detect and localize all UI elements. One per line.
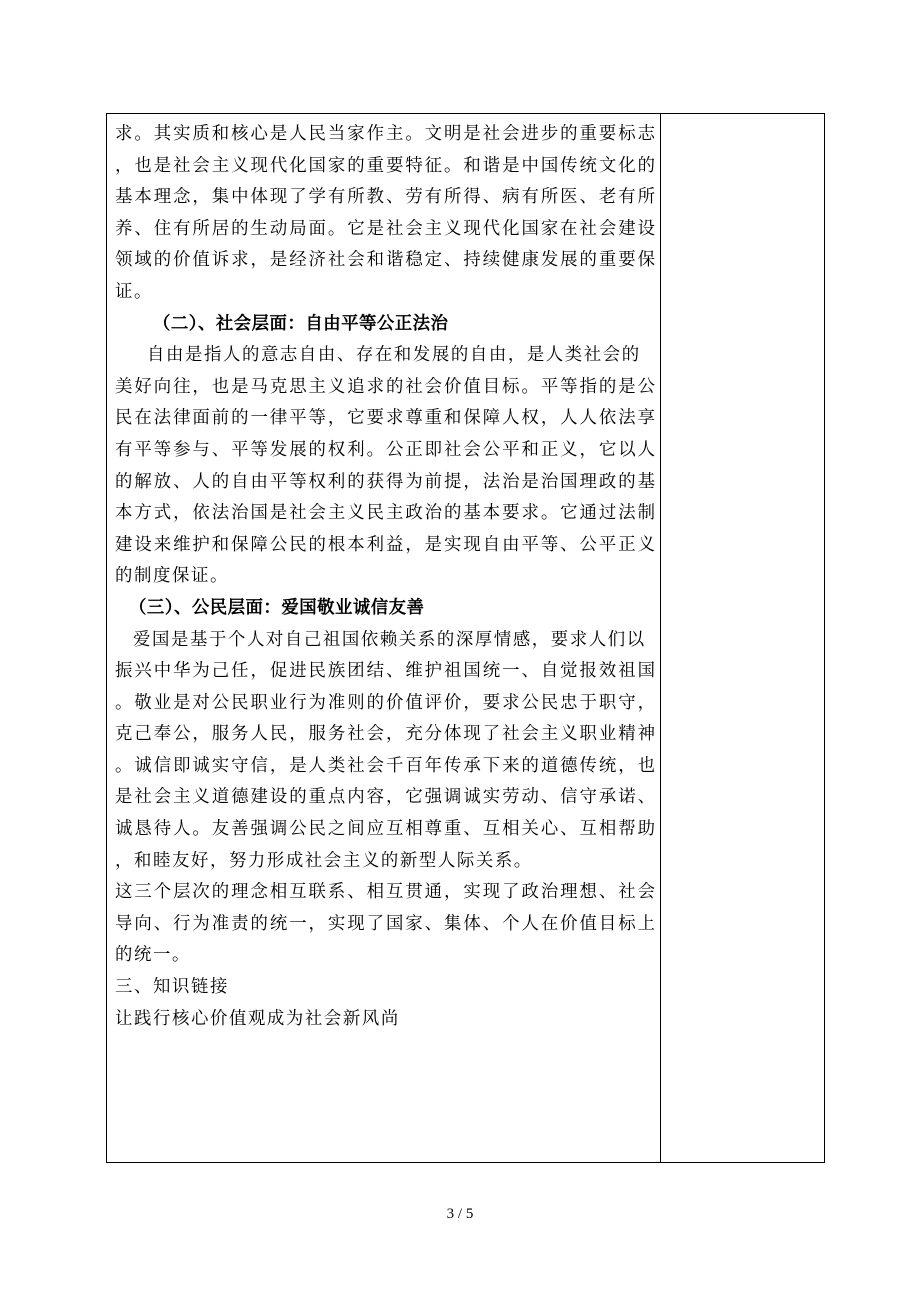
text-line: 。诚信即诚实守信，是人类社会千百年传承下来的道德传统，也	[115, 755, 655, 776]
text-line: 有平等参与、平等发展的权利。公正即社会公平和正义，它以人	[115, 439, 655, 460]
content-table	[106, 113, 825, 1163]
text-line: 诚恳待人。友善强调公民之间应互相尊重、互相关心、互相帮助	[115, 819, 655, 840]
text-line: ，和睦友好，努力形成社会主义的新型人际关系。	[115, 850, 533, 871]
text-line: 是社会主义道德建设的重点内容，它强调诚实劳动、信守承诺、	[115, 787, 655, 808]
text-line: 让践行核心价值观成为社会新风尚	[115, 1008, 400, 1029]
text-line: 导向、行为准责的统一，实现了国家、集体、个人在价值目标上	[115, 913, 655, 934]
text-line: 克己奉公，服务人民，服务社会，充分体现了社会主义职业精神	[115, 724, 655, 745]
section-heading-citizen: （三）、公民层面：爱国敬业诚信友善	[129, 597, 425, 618]
main-text-cell	[115, 119, 655, 1035]
text-line: 爱国是基于个人对自己祖国依赖关系的深厚情感，要求人们以	[133, 629, 646, 650]
text-line: 的制度保证。	[115, 566, 229, 587]
text-line: 的统一。	[115, 945, 191, 966]
text-line: 证。	[115, 281, 153, 302]
text-line: 的解放、人的自由平等权利的获得为前提，法治是治国理政的基	[115, 471, 655, 492]
section-heading-knowledge-link: 三、知识链接	[115, 977, 229, 998]
text-line: 振兴中华为己任，促进民族团结、维护祖国统一、自觉报效祖国	[115, 661, 655, 682]
text-line: 基本理念，集中体现了学有所教、劳有所得、病有所医、老有所	[115, 187, 655, 208]
text-line: 本方式，依法治国是社会主义民主政治的基本要求。它通过法制	[115, 503, 655, 524]
text-line: 民在法律面前的一律平等，它要求尊重和保障人权，人人依法享	[115, 408, 655, 429]
text-line: 自由是指人的意志自由、存在和发展的自由，是人类社会的	[147, 345, 641, 366]
text-line: ，也是社会主义现代化国家的重要特征。和谐是中国传统文化的	[115, 155, 655, 176]
text-line: 。敬业是对公民职业行为准则的价值评价，要求公民忠于职守，	[115, 692, 655, 713]
text-line: 美好向往，也是马克思主义追求的社会价值目标。平等指的是公	[115, 376, 655, 397]
text-line: 建设来维护和保障公民的根本利益，是实现自由平等、公平正义	[115, 534, 655, 555]
text-line: 求。其实质和核心是人民当家作主。文明是社会进步的重要标志	[115, 124, 655, 144]
text-line: 养、住有所居的生动局面。它是社会主义现代化国家在社会建设	[115, 218, 655, 239]
text-line: 领域的价值诉求，是经济社会和谐稳定、持续健康发展的重要保	[115, 250, 655, 271]
table-column-divider	[660, 114, 661, 1162]
text-line: 这三个层次的理念相互联系、相互贯通，实现了政治理想、社会	[115, 882, 655, 903]
section-heading-social: （二）、社会层面：自由平等公正法治	[153, 313, 449, 334]
page-number: 3 / 5	[446, 1206, 474, 1222]
